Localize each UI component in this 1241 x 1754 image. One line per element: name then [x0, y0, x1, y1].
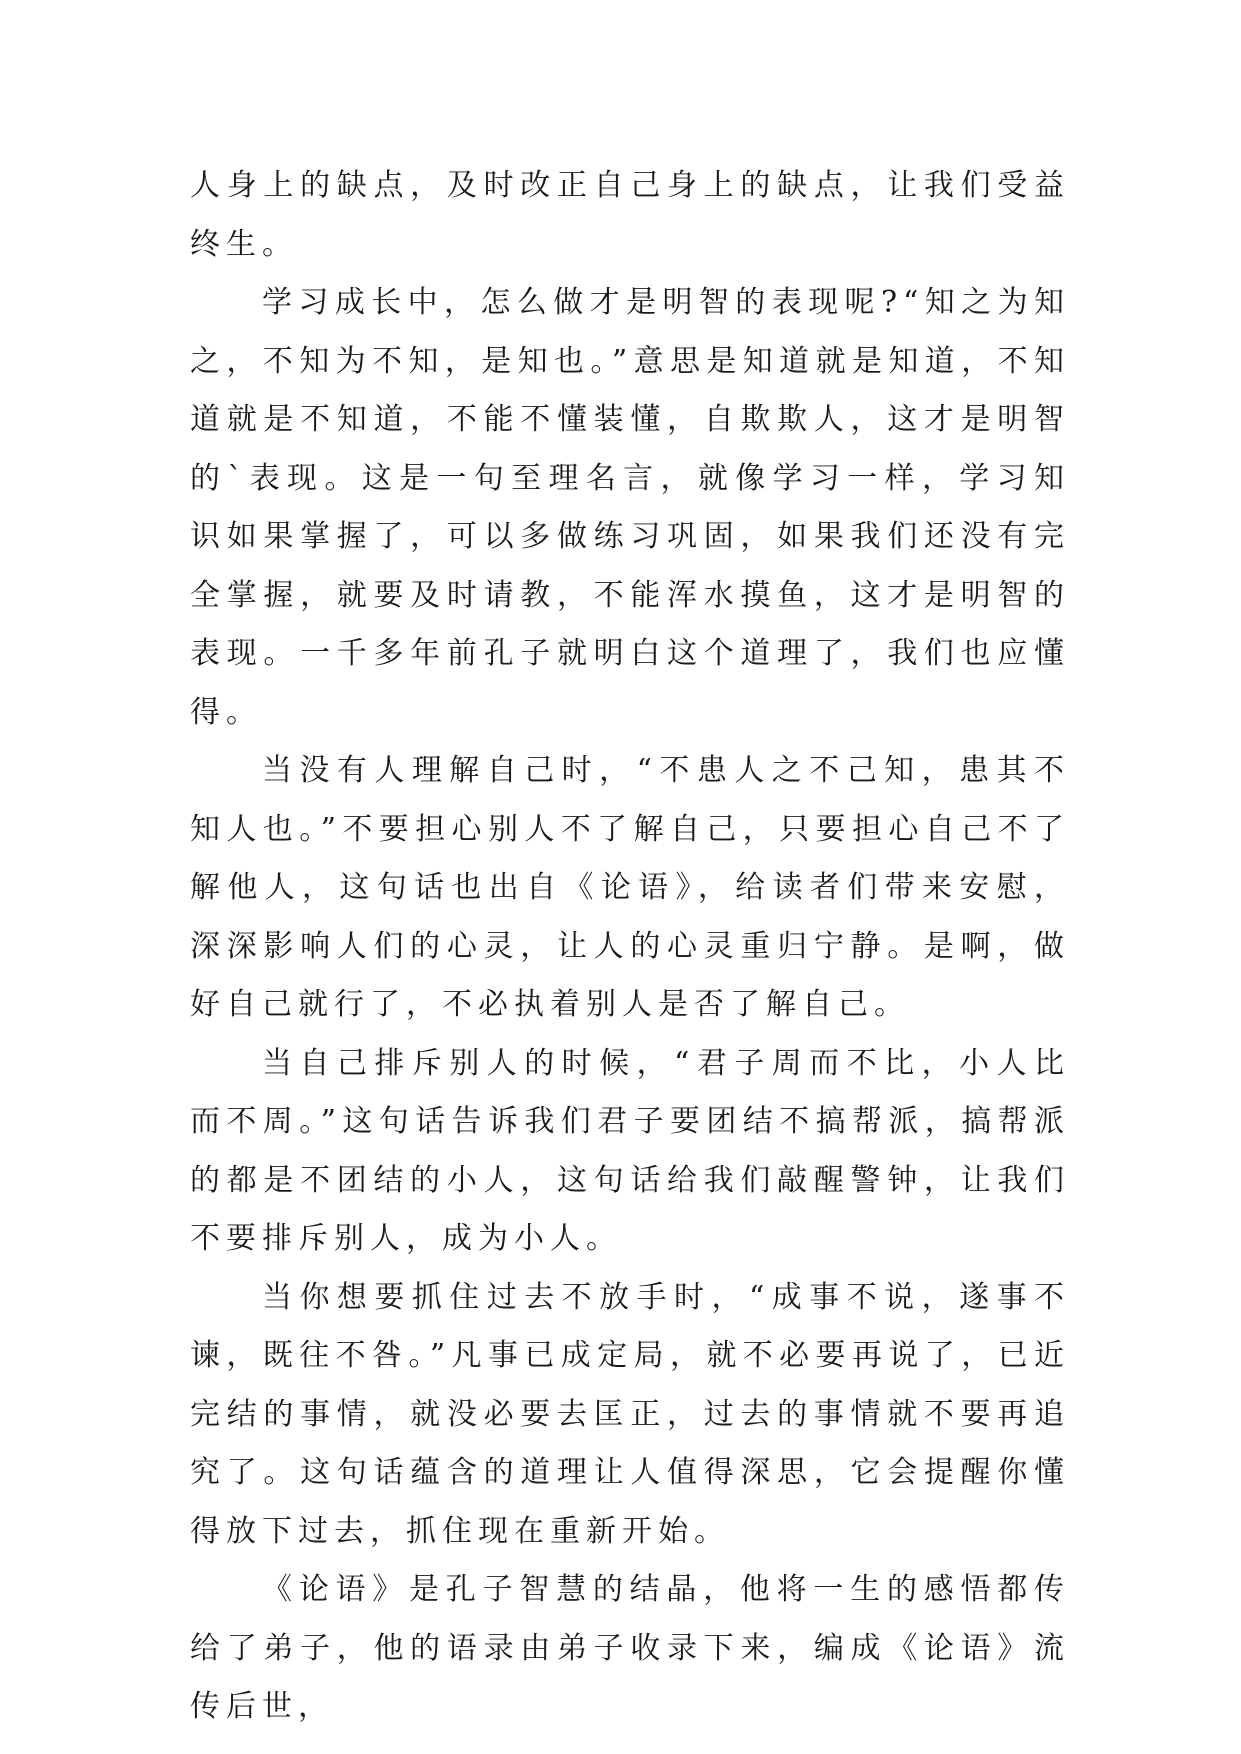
paragraph-wisdom: 学习成长中，怎么做才是明智的表现呢?“知之为知之，不知为不知，是知也。”意思是知道就是知道，不知道就是不知道，不能不懂装懂，自欺欺人，这才是明智的`表现。这是一句至理名言，就像学习一样，学习知识如果掌握了，可以多做练习巩固，如果我们还没有完全掌握，就要及时请教，不能浑水摸鱼，这才是明智的表现。一千多年前孔子就明白这个道理了，我们也应懂得。 [190, 285, 1070, 730]
paragraph-continuation: 人身上的缺点，及时改正自己身上的缺点，让我们受益终生。 [190, 168, 1070, 262]
paragraph-conclusion: 《论语》是孔子智慧的结晶，他将一生的感悟都传给了弟子，他的语录由弟子收录下来，编成《论语》流传后世， [190, 1572, 1070, 1724]
paragraph-unity: 当自己排斥别人的时候，“君子周而不比，小人比而不周。”这句话告诉我们君子要团结不搞帮派，搞帮派的都是不团结的小人，这句话给我们敲醒警钟，让我们不要排斥别人，成为小人。 [190, 1045, 1070, 1256]
document-body [190, 157, 1070, 1737]
paragraph-letting-go: 当你想要抓住过去不放手时，“成事不说，遂事不谏，既往不咎。”凡事已成定局，就不必要再说了，已近完结的事情，就没必要去匡正，过去的事情就不要再追究了。这句话蕴含的道理让人值得深思，它会提醒你懂得放下过去，抓住现在重新开始。 [190, 1279, 1070, 1549]
paragraph-understanding: 当没有人理解自己时，“不患人之不己知，患其不知人也。”不要担心别人不了解自己，只要担心自己不了解他人，这句话也出自《论语》，给读者们带来安慰，深深影响人们的心灵，让人的心灵重归宁静。是啊，做好自己就行了，不必执着别人是否了解自己。 [190, 753, 1070, 1022]
